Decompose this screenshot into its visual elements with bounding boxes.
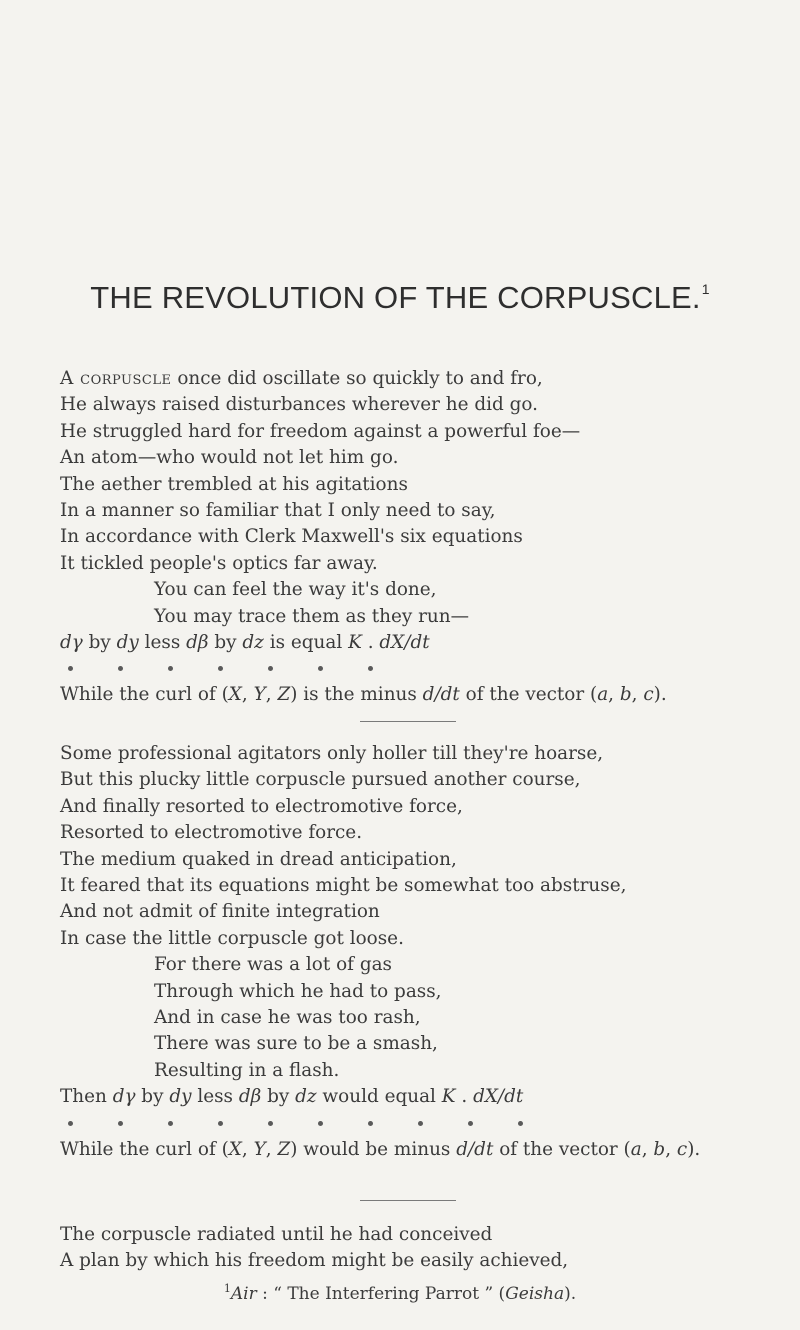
verse-text: ). — [687, 1138, 701, 1160]
math-symbol: Z — [277, 1138, 291, 1160]
math-symbol: dy — [169, 1086, 192, 1108]
verse-text: , — [265, 684, 278, 706]
stanza-2 — [60, 741, 780, 1163]
footnote-text: “ The Interfering Parrot ” ( — [273, 1284, 506, 1304]
footnote-text: ). — [564, 1284, 577, 1304]
verse-line: The medium quaked in dread anticipation, — [60, 848, 457, 870]
verse-text: once did oscillate so quickly to and fro, — [171, 368, 543, 389]
verse-text: would equal — [316, 1086, 442, 1108]
math-symbol: a — [597, 684, 609, 706]
math-symbol: dX/dt — [379, 632, 430, 654]
dot — [318, 1121, 323, 1126]
math-symbol: Y — [253, 1138, 266, 1160]
verse-line: For there was a lot of gas — [154, 954, 392, 976]
math-symbol: b — [653, 1138, 666, 1160]
math-symbol: dβ — [186, 632, 209, 654]
verse-text: , — [608, 684, 620, 706]
small-caps-word: A corpuscle — [60, 368, 172, 389]
verse-line: But this plucky little corpuscle pursued another course, — [60, 769, 581, 791]
ellipsis-dots — [60, 1111, 780, 1137]
verse-line: In a manner so familiar that I only need to say, — [60, 500, 496, 522]
footnote — [0, 1282, 800, 1304]
verse-line: You can feel the way it's done, — [154, 579, 437, 601]
footnote-marker: 1 — [701, 281, 710, 297]
verse-text: ). — [653, 684, 667, 706]
math-symbol: K — [441, 1086, 456, 1108]
dot — [368, 666, 373, 671]
math-symbol: dγ — [112, 1086, 136, 1108]
footnote-text: : — [256, 1284, 274, 1304]
verse-line: A plan by which his freedom might be easily achieved, — [60, 1250, 569, 1272]
ellipsis-dots — [60, 656, 780, 682]
dot — [268, 1121, 273, 1126]
verse-text: ) would be minus — [290, 1138, 457, 1160]
dot — [218, 666, 223, 671]
footnote-marker: 1 — [223, 1282, 231, 1295]
verse-line: And finally resorted to electromotive force, — [60, 795, 463, 817]
dot — [318, 666, 323, 671]
math-symbol: d/dt — [422, 684, 460, 706]
dot — [68, 666, 73, 671]
dot — [168, 666, 173, 671]
verse-text: Then — [60, 1086, 113, 1108]
dot — [118, 1121, 123, 1126]
verse-text: ) is the minus — [290, 684, 423, 706]
math-symbol: dγ — [60, 632, 83, 654]
section-divider — [360, 1200, 456, 1201]
math-symbol: c — [643, 684, 654, 706]
verse-text: . — [361, 632, 380, 654]
math-symbol: dX/dt — [473, 1086, 524, 1108]
verse-text: less — [138, 632, 187, 654]
verse-text: less — [191, 1086, 239, 1108]
verse-line: Some professional agitators only holler till they're hoarse, — [60, 743, 604, 764]
verse-text: is equal — [263, 632, 349, 654]
verse-text: . — [455, 1086, 474, 1108]
dot — [168, 1121, 173, 1126]
verse-text: , — [631, 684, 644, 706]
equation-line — [60, 1084, 780, 1110]
verse-line: And in case he was too rash, — [154, 1007, 421, 1029]
math-symbol: Y — [253, 684, 266, 706]
math-symbol: d/dt — [456, 1138, 494, 1160]
math-symbol: a — [630, 1138, 642, 1160]
title-text: THE REVOLUTION OF THE CORPUSCLE. — [90, 280, 701, 315]
verse-text: of the vector ( — [493, 1138, 631, 1160]
verse-text: While the curl of ( — [60, 684, 229, 706]
verse-text: by — [135, 1086, 170, 1108]
footnote-label: Air — [230, 1284, 257, 1304]
verse-line: He struggled hard for freedom against a powerful foe— — [60, 420, 581, 442]
verse-line: Through which he had to pass, — [154, 980, 442, 1002]
verse-line: It tickled people's optics far away. — [60, 552, 378, 574]
curl-line — [60, 1137, 780, 1163]
verse-text: , — [241, 1138, 254, 1160]
math-symbol: dz — [242, 632, 264, 654]
verse-line: You may trace them as they run— — [154, 605, 469, 627]
verse-line: Resorted to electromotive force. — [60, 822, 363, 844]
verse-text: While the curl of ( — [60, 1138, 229, 1160]
dot — [268, 666, 273, 671]
verse-line: Resulting in a flash. — [154, 1059, 340, 1081]
section-divider — [360, 721, 456, 722]
dot — [418, 1121, 423, 1126]
verse-line: The aether trembled at his agitations — [60, 473, 408, 495]
verse-text: by — [208, 632, 243, 654]
dot — [218, 1121, 223, 1126]
math-symbol: dβ — [238, 1086, 262, 1108]
stanza-1 — [60, 366, 780, 709]
verse-line: And not admit of finite integration — [60, 901, 380, 923]
verse-line: In accordance with Clerk Maxwell's six equations — [60, 526, 523, 548]
equation-line — [60, 630, 780, 656]
math-symbol: X — [228, 684, 242, 706]
dot — [368, 1121, 373, 1126]
math-symbol: c — [676, 1138, 688, 1160]
verse-line — [60, 366, 780, 392]
math-symbol: dy — [116, 632, 139, 654]
dot — [118, 666, 123, 671]
verse-line: In case the little corpuscle got loose. — [60, 927, 404, 949]
verse-text: by — [261, 1086, 296, 1108]
verse-text: , — [265, 1138, 278, 1160]
dot — [68, 1121, 73, 1126]
math-symbol: dz — [295, 1086, 317, 1108]
verse-text: , — [241, 684, 254, 706]
verse-line: He always raised disturbances wherever he did go. — [60, 394, 539, 416]
verse-text: , — [665, 1138, 677, 1160]
math-symbol: X — [228, 1138, 242, 1160]
dot — [468, 1121, 473, 1126]
verse-line: There was sure to be a smash, — [154, 1033, 438, 1055]
verse-text: by — [82, 632, 117, 654]
verse-text: of the vector ( — [459, 684, 598, 706]
verse-line: It feared that its equations might be somewhat too abstruse, — [60, 875, 627, 897]
curl-line — [60, 682, 780, 708]
stanza-3 — [60, 1222, 780, 1275]
math-symbol: b — [619, 684, 632, 706]
footnote-source: Geisha — [505, 1284, 565, 1304]
page-title — [0, 280, 800, 316]
math-symbol: K — [348, 632, 362, 654]
dot — [518, 1121, 523, 1126]
math-symbol: Z — [277, 684, 291, 706]
verse-line: An atom—who would not let him go. — [60, 447, 399, 469]
verse-line: The corpuscle radiated until he had conceived — [60, 1224, 493, 1245]
verse-text: , — [641, 1138, 654, 1160]
